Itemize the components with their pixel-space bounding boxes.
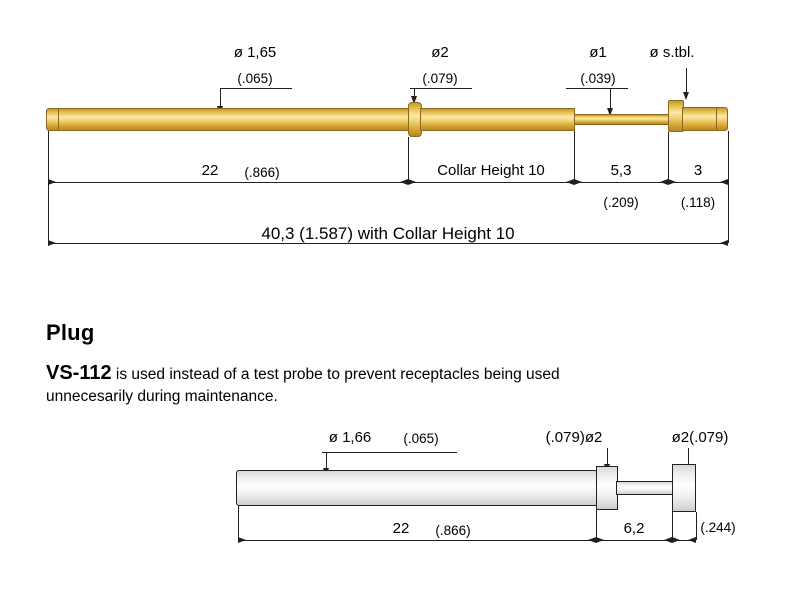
dim-overall-value: 40,3 (1.587) with Collar Height 10 [261,224,515,243]
dim-line-3 [668,182,728,183]
plug-dim-arrow-22-left [238,537,246,543]
callout-diameter-stbl-label: ø s.tbl. [649,44,695,61]
plug-callout-166-label: ø 1,66 [328,429,372,446]
dim-line-collar [408,182,574,183]
callout-diameter-1-sub: (.039) [580,71,616,86]
callout-diameter-2-label: ø2 [431,44,449,61]
dim-3-sub: (.118) [680,195,716,210]
dim-collar-height-value: Collar Height 10 [437,162,545,179]
leader-underline-165 [220,88,292,89]
description-model: VS-112 [46,361,112,384]
probe-barrel [58,108,410,131]
probe-tail-end [716,107,728,131]
plug-dim-244-value: (.244) [700,520,736,535]
callout-diameter-165-sub: (.065) [237,71,273,86]
dim-arrow-collar-right [566,179,574,185]
plug-dim-line-62 [596,540,672,541]
ext-line-left [48,131,49,243]
dim-arrow-22-left [48,179,56,185]
plug-dim-arrow-22-right [588,537,596,543]
dim-22-value: 22 [201,162,219,179]
dim-line-53 [574,182,668,183]
leader-underline-d2 [410,88,472,89]
callout-diameter-1-label: ø1 [589,44,607,61]
dim-53-sub: (.209) [603,195,639,210]
plug-flange-right [672,464,696,512]
plug-dim-22-sub: (.866) [435,523,471,538]
ext-line-head-left [668,132,669,182]
plug-dim-arrow-244-left [672,537,680,543]
plug-dim-22-value: 22 [392,520,410,537]
dim-arrow-22-right [400,179,408,185]
plug-callout-d2-right-label: ø2(.079) [671,429,729,446]
dim-arrow-3-left [668,179,676,185]
description-line-1: is used instead of a test probe to prevent receptacles being used [111,365,560,383]
probe-barrel-mid [420,108,575,131]
plug-shaft [616,481,674,495]
ext-line-collar-left [408,137,409,182]
description-line-2: unnecesarily during maintenance. [46,387,278,405]
callout-diameter-2-sub: (.079) [422,71,458,86]
dim-22-sub: (.866) [244,165,280,180]
leader-underline-d1 [566,88,628,89]
dim-arrow-53-right [660,179,668,185]
plug-flange-left [596,466,618,510]
plug-ext-line-mid [596,510,597,540]
plug-body [236,470,598,506]
dim-53-value: 5,3 [610,162,632,179]
dim-line-overall [48,243,728,244]
plug-dim-line-22 [238,540,596,541]
plug-callout-d2-left-label: (.079)ø2 [545,429,603,446]
dim-arrow-overall-right [720,240,728,246]
dim-arrow-overall-left [48,240,56,246]
dim-3-value: 3 [693,162,703,179]
callout-diameter-165-label: ø 1,65 [233,44,277,61]
plug-dim-62-value: 6,2 [623,520,645,537]
dim-arrow-collar-left [408,179,416,185]
plug-ext-line-right [696,512,697,540]
plug-dim-arrow-244-right [688,537,696,543]
description-block [46,318,746,408]
plug-dim-arrow-62-left [596,537,604,543]
plug-leader-underline-166 [322,452,457,453]
ext-line-collar-right [574,131,575,182]
probe-plunger [574,114,672,125]
leader-arrow-stbl [683,92,689,100]
description-heading: Plug [46,320,95,345]
dim-arrow-53-left [574,179,582,185]
ext-line-right [728,131,729,243]
plug-ext-line-left [238,506,239,540]
dim-arrow-3-right [720,179,728,185]
plug-dim-arrow-62-right [664,537,672,543]
plug-callout-166-sub: (.065) [403,431,439,446]
dim-line-22 [48,182,408,183]
